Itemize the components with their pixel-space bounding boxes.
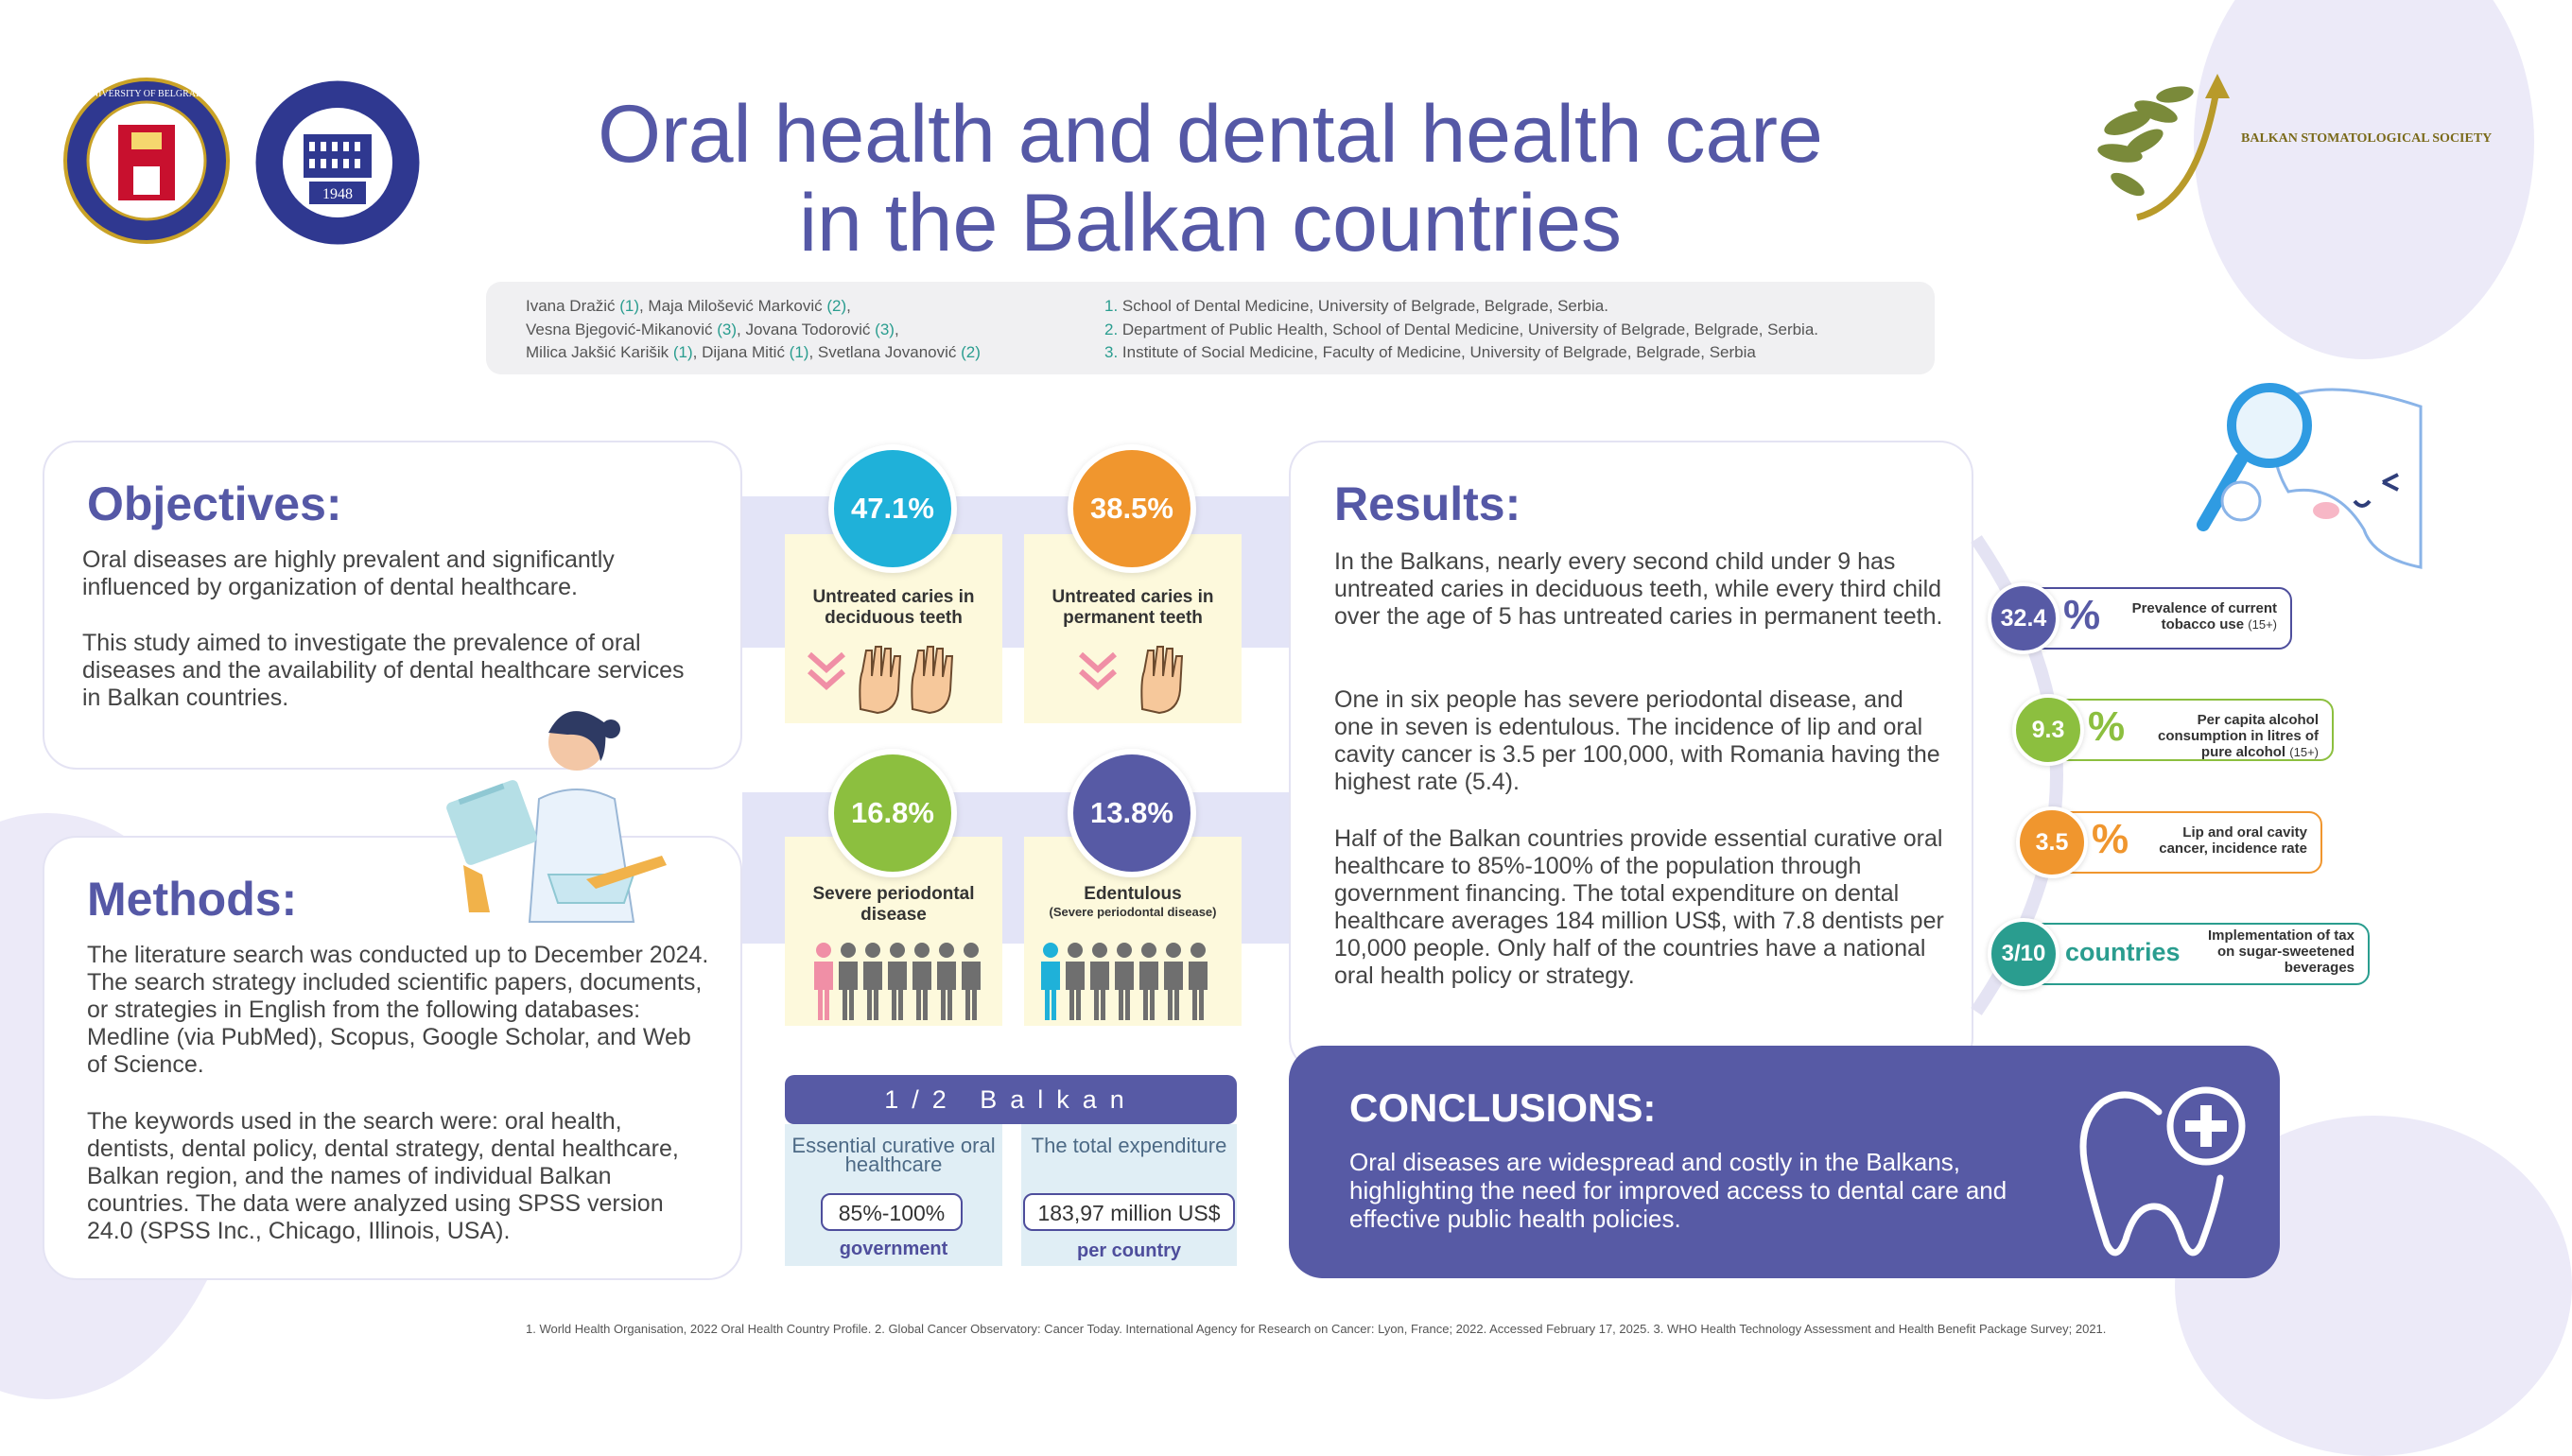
affiliation-number: (2) [826,297,847,315]
balkan-col-2-title: The total expenditure [1031,1134,1227,1157]
indicator-text-tax: Implementation of tax on sugar-sweetened beverages [2207,927,2355,976]
person-highlighted-icon [1041,943,1060,1020]
svg-text:BALKAN STOMATOLOGICAL SOCIETY: BALKAN STOMATOLOGICAL SOCIETY [2241,131,2493,146]
dental-faculty-logo [251,76,426,251]
balkan-col-2-foot: per country [1076,1240,1182,1261]
results-paragraph-3: Half of the Balkan countries provide essential curative oral healthcare to 85%-100% of the population through government financing. The total expenditure on dental healthcare averages 184 million US$, with 7.8 dentists per 10,000 people. Only half of the countries have a national oral health policy or strategy. [1334,825,1944,989]
author-name-text: Vesna Bjegović-Mikanović [526,320,718,338]
person-icon [1115,943,1134,1020]
indicator-text-alcohol [2129,712,2319,760]
conclusions-panel [1289,1046,2280,1278]
conclusions-heading: CONCLUSIONS: [1349,1085,1657,1130]
affiliation-text: School of Dental Medicine, University of Belgrade, Belgrade, Serbia. [1121,297,1608,315]
indicator-sup-tobacco: (15+) [2248,617,2277,632]
balkan-col-1-foot: government [839,1239,948,1259]
results-paragraph-2: One in six people has severe periodontal disease, and one in seven is edentulous. The incidence of lip and oral cavity cancer is 3.5 per 100,000, with Romania having the highest rate (5.4). [1334,686,1940,795]
stat-circle-periodontal: 16.8% [828,749,957,877]
affiliation-number: 1. [1104,297,1122,315]
indicator-unit-alcohol: % [2088,703,2126,750]
scientist-illustration [444,685,681,922]
affiliation-number: 2. [1104,320,1122,338]
author-line [526,295,981,319]
stat-sublabel-edentulous: (Severe periodontal disease) [1049,905,1217,919]
objectives-paragraph-2: This study aimed to investigate the prevalence of oral diseases and the availability of dental healthcare services in Balkan countries. [82,630,685,711]
author-name-text: , Jovana Todorović [737,320,876,338]
methods-heading: Methods: [87,873,298,926]
title-line-1: Oral health and dental health care [598,89,1823,180]
hands-permanent-illustration [1043,643,1242,719]
indicator-badge-tobacco: 32.4 [1988,582,2059,654]
indicator-unit-cancer: % [2092,816,2129,862]
title-line-2: in the Balkan countries [798,178,1623,269]
indicator-badge-cancer: 3.5 [2016,806,2088,878]
affiliation-number: (1) [619,297,639,315]
person-icon [839,943,858,1020]
person-icon [1090,943,1109,1020]
person-icon [937,943,956,1020]
svg-text:UNIVERSITY OF BELGRADE: UNIVERSITY OF BELGRADE [84,89,209,99]
objectives-paragraph-1: Oral diseases are highly prevalent and significantly influenced by organization of dental healthcare. [82,546,615,600]
balkan-col-1-value: 85%-100% [821,1193,963,1231]
affiliation-line [1104,341,1818,365]
author-name-text: , Svetlana Jovanović [808,343,962,361]
tooth-mascot-illustration [2184,369,2421,567]
conclusions-text: Oral diseases are widespread and costly in the Balkans, highlighting the need for improved access to dental care and effective public health policies. [1349,1148,2007,1233]
person-icon [1189,943,1208,1020]
affiliation-number: (1) [672,343,693,361]
person-icon [1139,943,1158,1020]
author-name-text: , Maja Milošević Marković [638,297,827,315]
stat-label-deciduous: Untreated caries in deciduous teeth [812,587,975,628]
balkan-col-2-value: 183,97 million US$ [1023,1193,1235,1231]
results-panel [1289,441,1973,1072]
affiliations-list [1104,295,1818,365]
affiliation-number: (3) [875,320,895,338]
affiliation-number: 3. [1104,343,1122,361]
methods-paragraph-2: The keywords used in the search were: oral health, dentists, dental policy, dental strategy, dental healthcare, Balkan region, and the names of individual Balkan countries. The data were analyzed using SPSS version 24.0 (SPSS Inc., Chicago, Illinois, USA). [87,1108,679,1244]
affiliation-text: Institute of Social Medicine, Faculty of Medicine, University of Belgrade, Belgrade, Serbia [1121,343,1756,361]
person-icon [863,943,882,1020]
affiliation-number: (2) [961,343,981,361]
person-icon [1164,943,1183,1020]
indicator-sup-alcohol: (15+) [2289,745,2319,759]
indicator-unit-tax: countries [2065,938,2181,966]
author-name-text: Milica Jakšić Karišik [526,343,673,361]
person-icon [912,943,931,1020]
indicator-badge-tax: 3/10 [1988,918,2059,990]
indicator-unit-tobacco: % [2063,592,2101,638]
stat-circle-deciduous: 47.1% [828,444,957,573]
author-line [526,319,981,342]
author-name-text: , [894,320,899,338]
objectives-heading: Objectives: [87,477,342,530]
author-name-text: Ivana Dražić [526,297,620,315]
stat-label-edentulous: Edentulous [1084,884,1182,904]
stat-circle-permanent: 38.5% [1068,444,1196,573]
indicator-text-tobacco [2114,600,2277,633]
people-edentulous-icon [1035,941,1234,1026]
hands-deciduous-illustration [804,643,1002,719]
svg-text:1948: 1948 [322,186,353,202]
authors-box [486,282,1935,374]
stat-label-periodontal: Severe periodontal disease [812,884,975,925]
affiliation-text: Department of Public Health, School of Dental Medicine, University of Belgrade, Belgrade, Serbia. [1121,320,1819,338]
author-name-text: , Dijana Mitić [692,343,790,361]
person-icon [962,943,981,1020]
tooth-plus-icon [2064,1074,2253,1263]
person-icon [1066,943,1085,1020]
balkan-col-1-title: Essential curative oral healthcare [791,1134,996,1176]
person-highlighted-icon [814,943,833,1020]
indicator-text-cancer: Lip and oral cavity cancer, incidence rate [2159,824,2307,857]
footnote-references: 1. World Health Organisation, 2022 Oral Health Country Profile. 2. Global Cancer Observatory: Cancer Today. International Agency for Research on Cancer: Lyon, France; 2022. Accessed February 17, 2025. 3. WHO Health Technology Assessment and Health Benefit Package Survey; 2021. [526,1322,2107,1336]
stat-label-permanent: Untreated caries in permanent teeth [1051,587,1214,628]
affiliation-number: (3) [717,320,737,338]
author-line [526,341,981,365]
affiliation-line [1104,295,1818,319]
balkan-stomatological-society-logo [2099,66,2493,246]
people-periodontal-icon [808,941,988,1026]
indicator-badge-alcohol: 9.3 [2012,694,2084,766]
stat-circle-edentulous: 13.8% [1068,749,1196,877]
university-belgrade-logo [61,76,232,246]
person-icon [888,943,907,1020]
indicator-label-alcohol: Per capita alcohol consumption in litres of pure alcohol [2157,712,2319,760]
page-title [492,90,1929,268]
author-name-text: , [846,297,851,315]
results-heading: Results: [1334,477,1521,530]
results-paragraph-1: In the Balkans, nearly every second child under 9 has untreated caries in deciduous teeth, while every third child over the age of 5 has untreated caries in permanent teeth. [1334,548,1943,630]
methods-paragraph-1: The literature search was conducted up to December 2024. The search strategy included scientific papers, documents, or strategies in English from the following databases: Medline (via PubMed), Scopus, Google Scholar, and Web of Science. [87,942,709,1078]
authors-list [526,295,981,365]
affiliation-number: (1) [789,343,809,361]
balkan-header: 1/2 Balkan [785,1075,1237,1124]
indicator-label-tobacco: Prevalence of current tobacco use [2131,600,2277,633]
affiliation-line [1104,319,1818,342]
